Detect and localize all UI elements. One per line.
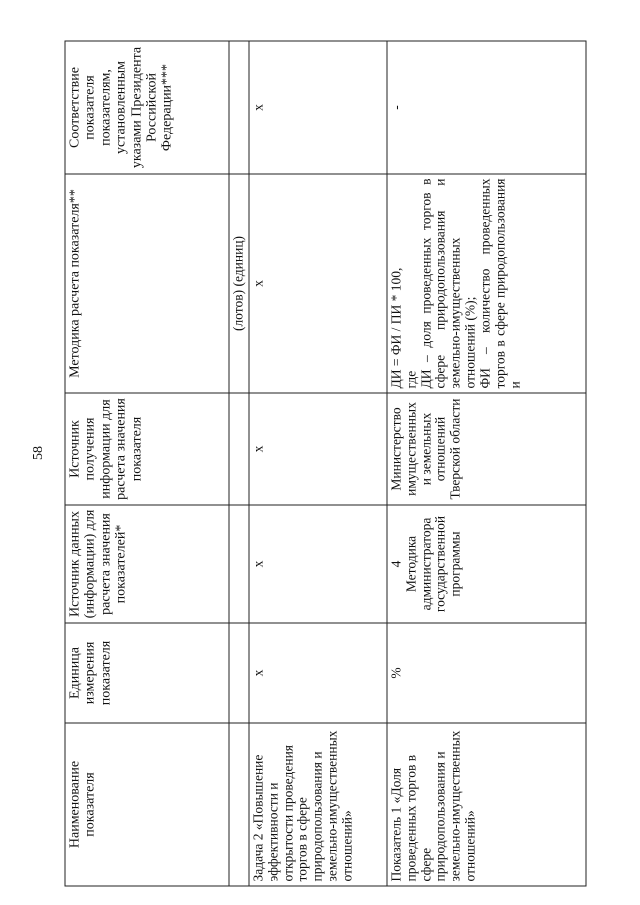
row-name: Задача 2 «Повышение эффективности и открытости проведения торгов в сфере природопользования и земельно-имущественных отношений» bbox=[249, 723, 387, 886]
row-compliance: - bbox=[387, 41, 586, 174]
method-line: ДИ = ФИ / ПИ * 100, bbox=[388, 267, 404, 389]
method-line: ФИ – количество проведенных торгов в сфере природопользования и bbox=[477, 178, 523, 389]
method-line: где bbox=[403, 370, 419, 389]
table-row bbox=[387, 41, 586, 886]
row-method: х bbox=[249, 174, 387, 393]
row-data-source: х bbox=[249, 505, 387, 623]
header-method: Методика расчета показателя** bbox=[65, 174, 229, 393]
row-method bbox=[387, 174, 586, 393]
row-unit: % bbox=[387, 623, 586, 723]
rotated-page bbox=[65, 42, 587, 887]
row-unit: х bbox=[249, 623, 387, 723]
carry-over-text: (лотов) (единиц) bbox=[229, 174, 249, 393]
table-row bbox=[249, 41, 387, 886]
header-data-source: Источник данных (информации) для расчета значения показателей* bbox=[65, 505, 229, 623]
header-info-source: Источник получения информации для расчета значения показателя bbox=[65, 393, 229, 505]
row-data-source-text: Методика администратора государственной программы bbox=[403, 515, 463, 613]
row-info-source: х bbox=[249, 393, 387, 505]
carry-over-row bbox=[229, 41, 249, 886]
header-compliance: Соответствие показателя показателям, установленным указами Президента Российской Федерации*** bbox=[65, 41, 229, 174]
row-data-source bbox=[387, 505, 586, 623]
row-compliance: х bbox=[249, 41, 387, 174]
header-unit: Единица измерения показателя bbox=[65, 623, 229, 723]
indicator-table bbox=[65, 41, 587, 887]
header-row bbox=[65, 41, 229, 886]
row-info-source: Министерство имущественных и земельных отношений Тверской области bbox=[387, 393, 586, 505]
method-line: ДИ – доля проведенных торгов в сфере природопользования и земельно-имущественных отношений (%); bbox=[418, 178, 478, 389]
row-name: Показатель 1 «Доля проведенных торгов в сфере природопользования и земельно-имущественных отношений» bbox=[387, 723, 586, 886]
page-number: 58 bbox=[31, 446, 46, 460]
row-data-source-number: 4 bbox=[388, 560, 404, 568]
header-name: Наименование показателя bbox=[65, 723, 229, 886]
